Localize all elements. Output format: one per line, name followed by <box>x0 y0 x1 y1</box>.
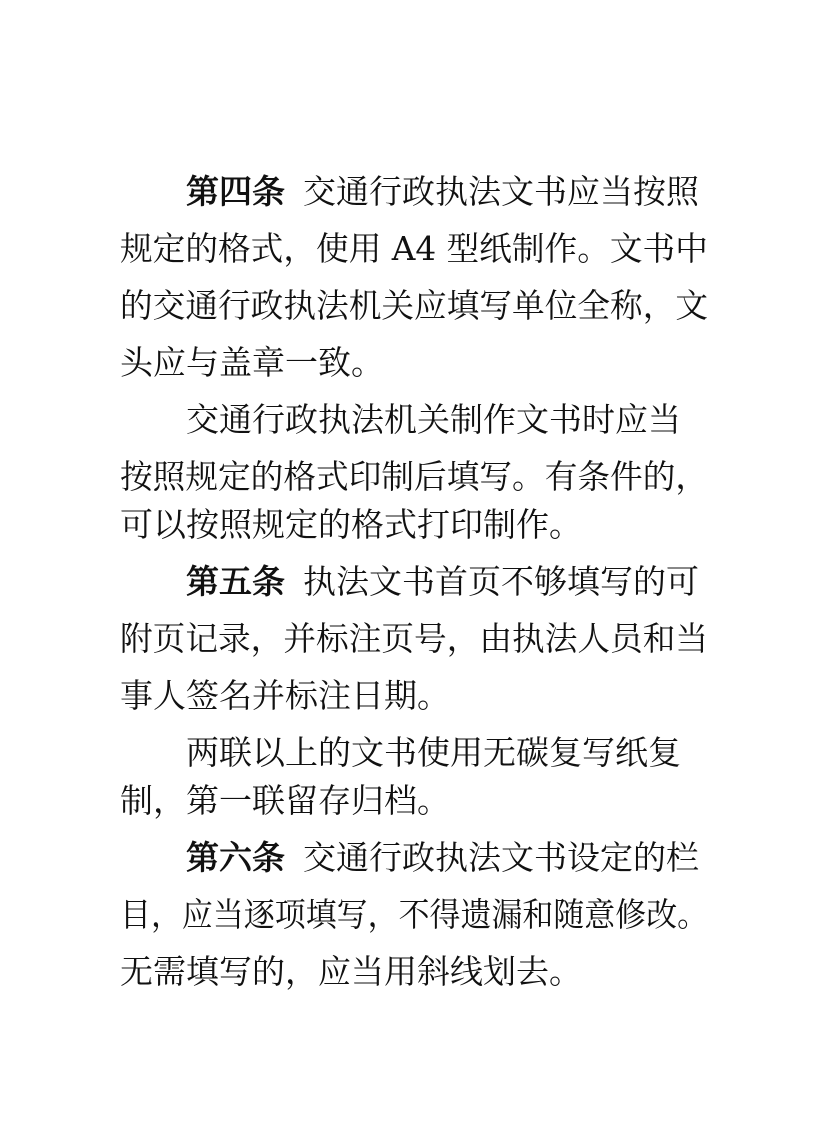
article-5-para1-line2: 附页记录，并标注页号，由执法人员和当 <box>120 619 709 658</box>
article-5-para2-line1: 两联以上的文书使用无碳复写纸复 <box>186 733 681 772</box>
article-4-para1-line4: 头应与盖章一致。 <box>120 343 384 382</box>
article-5-para1-line1: 执法文书首页不够填写的可 <box>303 562 699 601</box>
article-5-para2-line2: 制，第一联留存归档。 <box>120 781 450 820</box>
article-4-para2-line3: 可以按照规定的格式打印制作。 <box>120 505 582 544</box>
article-6-first-line <box>186 838 699 878</box>
article-4-para1-line2: 规定的格式，使用 A4 型纸制作。文书中 <box>120 229 708 268</box>
article-4-para2-line2: 按照规定的格式印制后填写。有条件的， <box>120 457 709 496</box>
article-6-para1-line2: 目，应当逐项填写，不得遗漏和随意修改。 <box>120 895 709 934</box>
article-4-first-line <box>186 172 699 212</box>
article-5-para1-line3: 事人签名并标注日期。 <box>120 676 450 715</box>
article-4-para1-line1: 交通行政执法文书应当按照 <box>303 172 699 211</box>
article-4-para2-line1: 交通行政执法机关制作文书时应当 <box>186 400 681 439</box>
article-5-first-line <box>186 562 699 602</box>
article-4-heading: 第四条 <box>186 172 285 211</box>
article-6-para1-line1: 交通行政执法文书设定的栏 <box>303 838 699 877</box>
article-4-para1-line3: 的交通行政执法机关应填写单位全称，文 <box>120 286 709 325</box>
article-6-para1-line3: 无需填写的，应当用斜线划去。 <box>120 952 582 991</box>
article-6-heading: 第六条 <box>186 838 285 877</box>
article-5-heading: 第五条 <box>186 562 285 601</box>
